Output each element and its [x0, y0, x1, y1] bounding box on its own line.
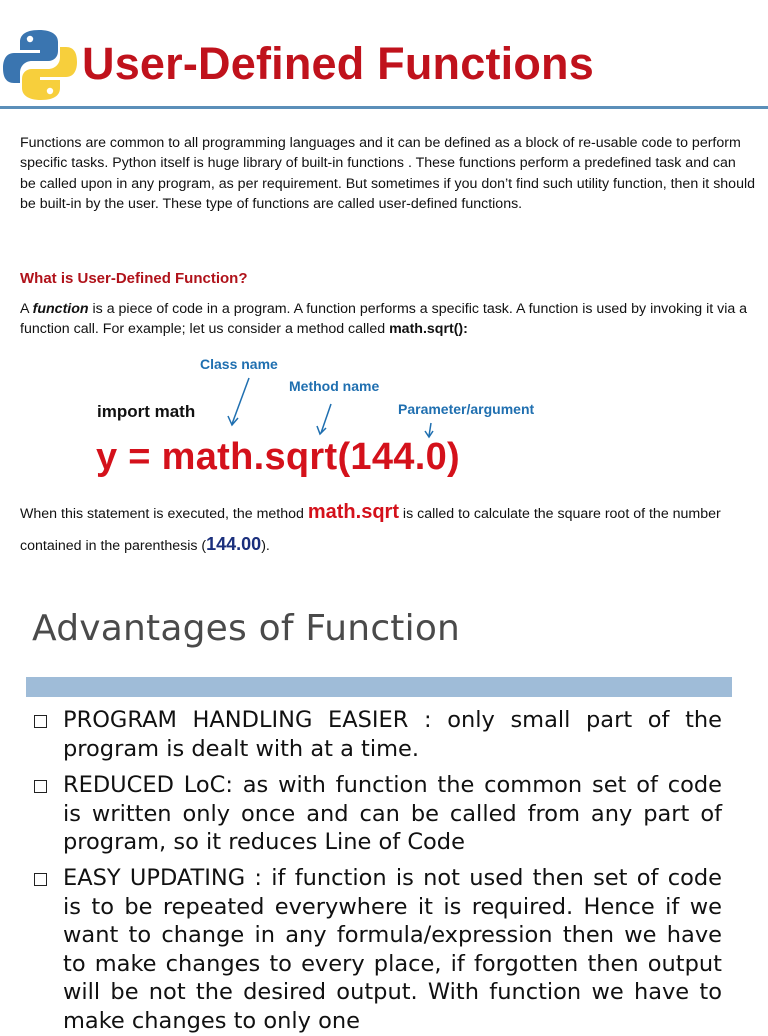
method-name-annotation: Method name: [289, 378, 380, 394]
list-item: [32, 864, 722, 1036]
page-title: User-Defined Functions: [82, 38, 594, 89]
list-item-text: EASY UPDATING : if function is not used then set of code is to be repeated everywhere it is required. Hence if we want to change in any formula/expression then we have to make changes to every place, if forgotten then output will be not the desired output. With function we have to make changes to only one: [63, 865, 722, 1034]
code-statement: y = math.sqrt(144.0): [96, 436, 460, 478]
square-bullet-icon: [34, 780, 47, 793]
definition-paragraph: [20, 299, 755, 340]
definition-term: function: [32, 301, 89, 317]
annotation-arrows: [0, 370, 768, 445]
explanation-text-1: When this statement is executed, the method: [20, 506, 308, 522]
square-bullet-icon: [34, 873, 47, 886]
definition-body: is a piece of code in a program. A function performs a specific task. A function is used by invoking it via a function call. For example; let us consider a method called: [20, 301, 748, 338]
highlight-value: 144.00: [206, 534, 262, 554]
explanation-text-2: is called to calculate the square root of the number contained in the parenthesis (: [20, 506, 721, 554]
list-item: [32, 771, 722, 857]
advantages-title: Advantages of Function: [32, 608, 461, 649]
list-item-text: REDUCED LoC: as with function the common set of code is written only once and can be called from any part of program, so it reduces Line of Code: [63, 772, 722, 856]
square-bullet-icon: [34, 715, 47, 728]
section-heading: What is User-Defined Function?: [20, 270, 248, 287]
list-item: [32, 706, 722, 763]
title-divider: [0, 106, 768, 109]
parameter-annotation: Parameter/argument: [398, 401, 535, 417]
import-statement: import math: [97, 402, 196, 421]
advantages-title-bar: [26, 677, 732, 697]
intro-paragraph: Functions are common to all programming languages and it can be defined as a block of re-usable code to perform specific tasks. Python itself is huge library of built-in functions . These functions perform a predefined task and can be called upon in any program, as per requirement. But sometimes if you don’t find such utility function, then it should be built-in by the user. These type of functions are called user-defined functions.: [20, 135, 755, 212]
class-name-annotation: Class name: [200, 356, 278, 372]
python-logo-icon: [2, 28, 78, 102]
explanation-text-3: ).: [261, 538, 270, 554]
class-arrow-line: [232, 378, 249, 424]
definition-method: math.sqrt():: [389, 321, 468, 338]
list-item-text: PROGRAM HANDLING EASIER : only small part of the program is dealt with at a time.: [63, 707, 722, 762]
highlight-method: math.sqrt: [307, 501, 399, 523]
explanation-paragraph: [20, 497, 760, 561]
definition-prefix: A: [20, 301, 33, 317]
